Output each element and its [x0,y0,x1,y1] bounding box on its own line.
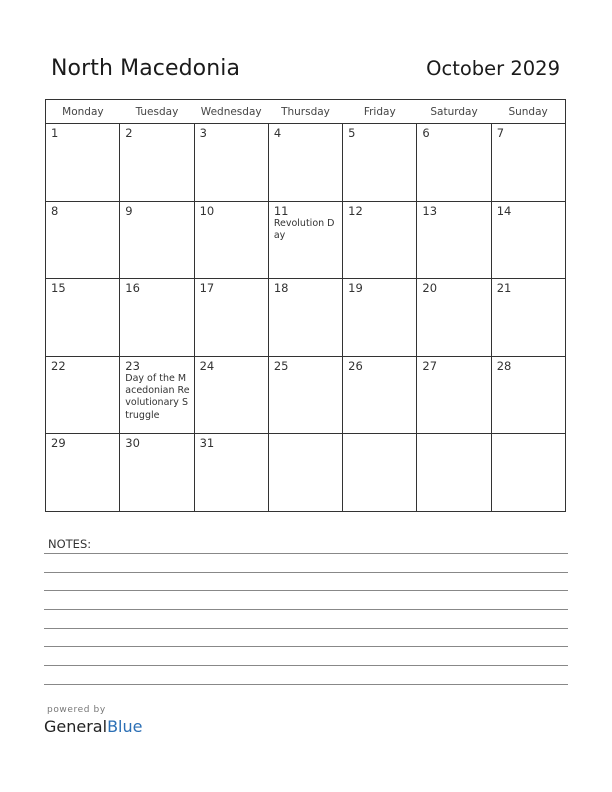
calendar-day-cell [268,356,342,434]
day-number: 22 [51,358,66,373]
weekday-header-row [46,100,566,124]
calendar-day-cell [194,124,268,202]
day-number: 13 [422,203,438,218]
day-number: 8 [51,203,59,218]
calendar-day-cell [491,356,565,434]
calendar-day-cell [343,279,417,357]
day-number: 24 [199,358,215,373]
calendar-day-cell [194,356,268,434]
day-number: 6 [422,126,430,140]
day-number: 14 [496,203,512,218]
calendar-country-title: North Macedonia [51,56,241,81]
calendar-day-cell [46,356,120,434]
calendar-day-cell [417,434,491,512]
day-number: 11 [273,203,289,218]
calendar-week-row [46,434,566,512]
day-number: 20 [422,281,438,296]
calendar-grid [45,99,566,512]
calendar-week-row [46,201,566,279]
day-number: 25 [273,358,289,373]
note-line [44,628,568,629]
calendar-day-cell [120,356,194,434]
day-number: 16 [125,281,140,296]
holiday-label: Revolution Day [273,217,335,241]
calendar-day-cell [120,201,194,279]
calendar-day-cell [268,434,342,512]
day-number: 19 [348,281,363,296]
calendar-day-cell [417,279,491,357]
calendar-body [46,124,566,512]
calendar-day-cell [268,279,342,357]
calendar-month-title: October 2029 [426,57,560,80]
day-number: 23 [125,358,140,373]
day-number: 28 [496,358,512,373]
calendar-day-cell [46,201,120,279]
brand-blue: Blue [107,717,143,736]
calendar-day-cell [268,124,342,202]
day-number: 29 [51,436,66,451]
calendar-day-cell [417,124,491,202]
day-number: 18 [273,281,289,296]
calendar-day-cell [46,279,120,357]
day-number: 31 [199,436,215,451]
calendar-day-cell [343,356,417,434]
generalblue-logo [44,717,142,736]
day-number: 9 [125,203,133,218]
holiday-label: Day of the Macedonian Revolutionary Struggle [125,372,190,421]
calendar-week-row [46,279,566,357]
weekday-header: Tuesday [120,100,194,124]
day-number: 4 [273,126,282,140]
day-number: 7 [496,126,505,140]
calendar-day-cell [120,279,194,357]
day-number: 5 [348,126,356,140]
day-number: 10 [199,203,215,218]
calendar-week-row [46,124,566,202]
calendar-day-cell [268,201,342,279]
weekday-header: Thursday [268,100,342,124]
notes-label: NOTES: [48,537,92,551]
note-line [44,572,568,573]
calendar-day-cell [343,434,417,512]
calendar-day-cell [194,434,268,512]
weekday-header: Friday [343,100,417,124]
weekday-header: Monday [46,100,120,124]
note-line [44,553,568,554]
calendar-day-cell [491,124,565,202]
weekday-header: Saturday [417,100,491,124]
calendar-day-cell [491,279,565,357]
day-number: 2 [125,126,133,140]
weekday-header: Sunday [491,100,565,124]
calendar-week-row [46,356,566,434]
calendar-day-cell [343,124,417,202]
day-number: 26 [348,358,363,373]
powered-by-text: powered by [47,705,106,715]
weekday-header: Wednesday [194,100,268,124]
day-number: 15 [51,281,66,296]
day-number: 27 [422,358,438,373]
day-number: 30 [125,436,140,451]
day-number: 1 [51,126,59,140]
note-line [44,646,568,647]
day-number: 17 [199,281,215,296]
day-number: 21 [496,281,512,296]
note-line [44,590,568,591]
calendar-day-cell [343,201,417,279]
calendar-day-cell [120,124,194,202]
calendar-day-cell [417,356,491,434]
note-line [44,609,568,610]
calendar-day-cell [491,434,565,512]
calendar-day-cell [491,201,565,279]
brand-general: General [44,717,108,736]
day-number: 12 [348,203,363,218]
calendar-day-cell [120,434,194,512]
note-line [44,684,568,685]
calendar-day-cell [46,124,120,202]
calendar-day-cell [417,201,491,279]
calendar-day-cell [46,434,120,512]
day-number: 3 [199,126,207,140]
calendar-day-cell [194,279,268,357]
note-line [44,665,568,666]
calendar-day-cell [194,201,268,279]
